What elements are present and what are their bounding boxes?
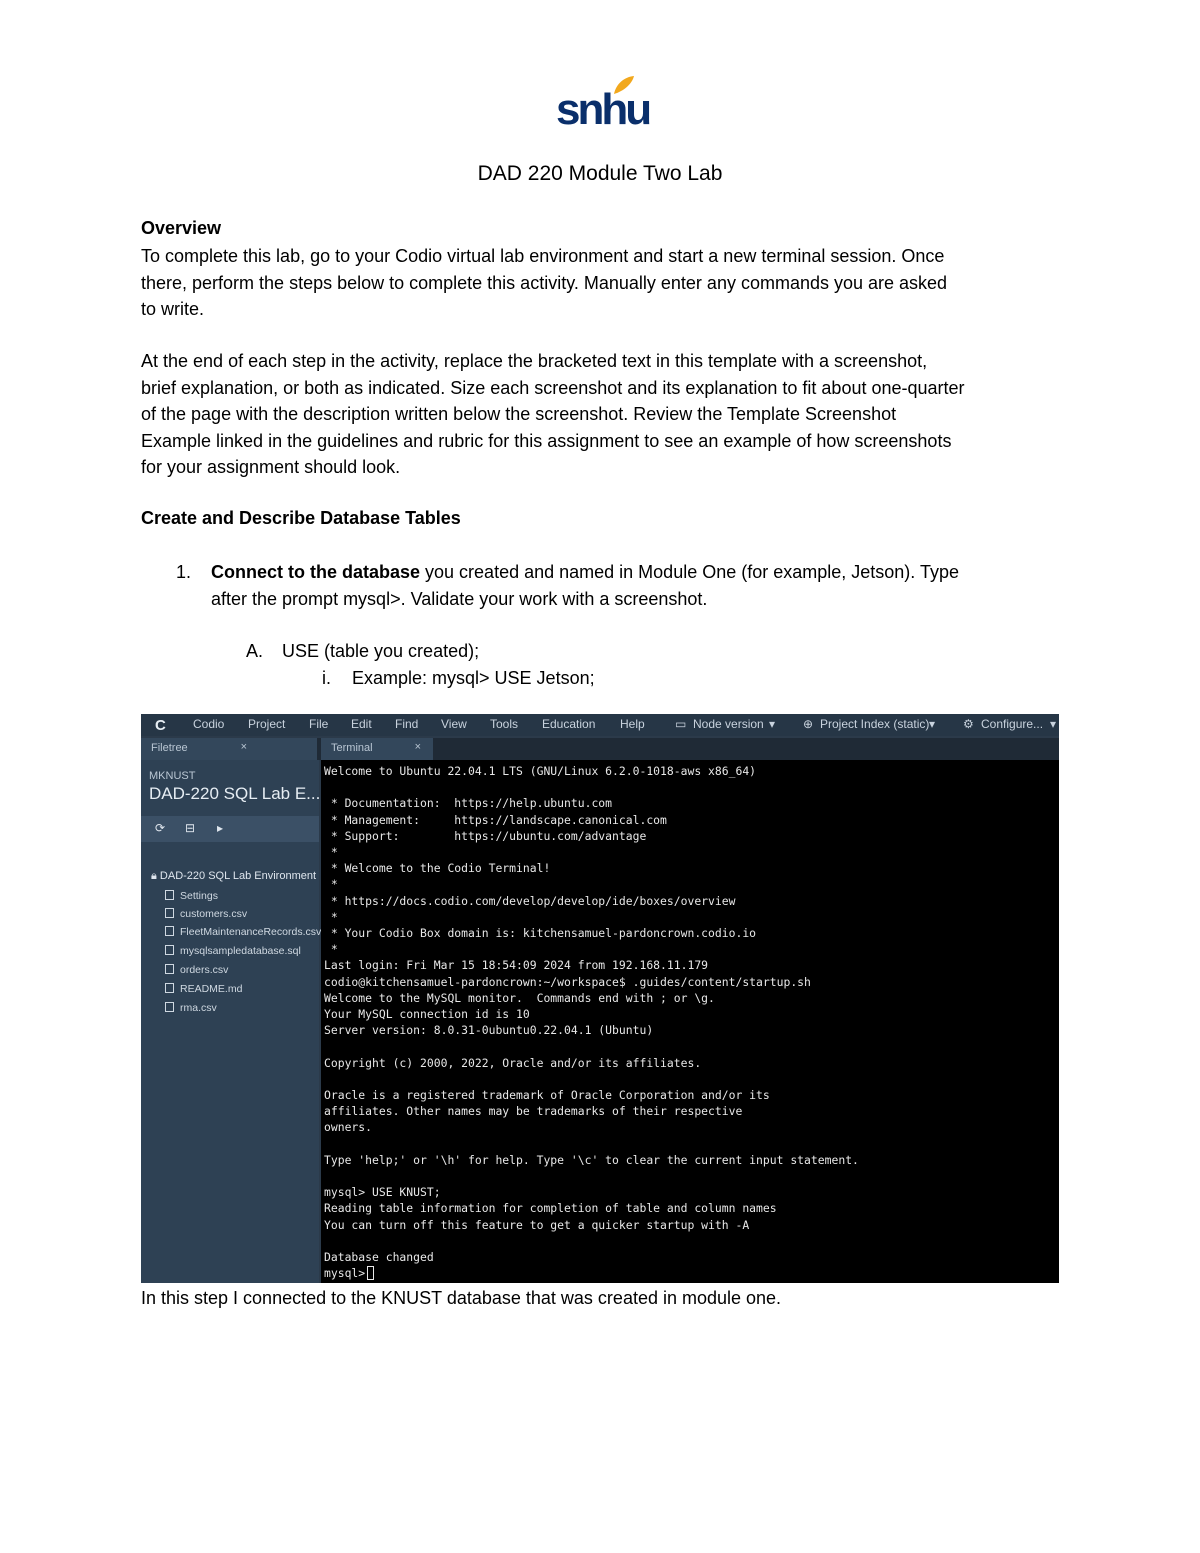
terminal-line: Welcome to Ubuntu 22.04.1 LTS (GNU/Linux 6.2.0-1018-aws x86_64) (324, 764, 757, 778)
step-1-line-2: after the prompt mysql>. Validate your work with a screenshot. (211, 588, 708, 609)
file-icon (165, 1002, 174, 1012)
terminal-line: affiliates. Other names may be trademarks of their respective (324, 1104, 743, 1119)
globe-icon: ⊕ (803, 717, 814, 731)
terminal-line: Type 'help;' or '\h' for help. Type '\c' to clear the current input statement. (324, 1152, 859, 1167)
menu-file[interactable]: File (309, 717, 329, 731)
terminal-line: * Welcome to the Codio Terminal! (324, 861, 551, 876)
tree-item-customers[interactable] (165, 908, 247, 920)
sub-a-marker: A. (246, 641, 264, 661)
monitor-icon: ▭ (675, 717, 687, 731)
project-index-menu[interactable]: Project Index (static) (820, 717, 930, 731)
terminal-cursor (367, 1266, 374, 1280)
overview-p2-line-5: for your assignment should look. (141, 457, 401, 477)
project-owner: MKNUST (149, 770, 196, 782)
terminal-line: You can turn off this feature to get a quicker startup with -A (324, 1217, 750, 1232)
step-1-line-1 (211, 559, 1061, 586)
tab-bar (141, 738, 1059, 760)
overview-p1-line-2: there, perform the steps below to complete this activity. Manually enter any commands you are asked (141, 272, 948, 293)
menu-edit[interactable]: Edit (351, 717, 372, 731)
terminal-line: * https://docs.codio.com/develop/develop/ide/boxes/overview (324, 893, 736, 908)
chevron-down-icon[interactable]: ▾ (929, 717, 936, 731)
chevron-down-icon[interactable]: ▾ (769, 717, 776, 731)
terminal-line: mysql> (324, 1265, 374, 1281)
close-icon[interactable]: × (240, 741, 247, 753)
menu-help[interactable]: Help (620, 717, 645, 731)
file-icon (165, 983, 174, 993)
terminal-line: * Support: https://ubuntu.com/advantage (324, 828, 647, 843)
sub-i-text: Example: mysql> USE Jetson; (352, 667, 595, 688)
menu-education[interactable]: Education (542, 717, 596, 731)
terminal-line: mysql> USE KNUST; (324, 1185, 441, 1200)
terminal-line: * (324, 942, 338, 957)
tree-item-mysqlsample[interactable] (165, 945, 301, 957)
file-icon (165, 926, 174, 936)
terminal-output[interactable] (321, 760, 1059, 1283)
file-icon (165, 964, 174, 974)
file-icon (165, 945, 174, 955)
terminal-line: Your MySQL connection id is 10 (324, 1007, 530, 1021)
step-1-rest: you created and named in Module One (for example, Jetson). Type (420, 562, 960, 582)
terminal-line: codio@kitchensamuel-pardoncrown:~/workspace$ .guides/content/startup.sh (324, 974, 811, 989)
menu-view[interactable]: View (441, 717, 467, 731)
overview-p2-line-2: brief explanation, or both as indicated. Size each screenshot and its explanation to fit about one-quarter (141, 377, 965, 398)
sub-i-marker: i. (322, 667, 331, 688)
terminal-line: * Your Codio Box domain is: kitchensamuel-pardoncrown.codio.io (324, 926, 757, 940)
terminal-line: * (324, 909, 338, 924)
tree-item-label: rma.csv (180, 1002, 217, 1014)
terminal-line: Database changed (324, 1250, 434, 1264)
gear-icon: ⚙ (963, 717, 974, 731)
menu-tools[interactable]: Tools (490, 717, 519, 731)
terminal-line: Welcome to the MySQL monitor. Commands end with ; or \g. (324, 990, 715, 1005)
menu-project[interactable]: Project (248, 717, 286, 731)
node-version-menu[interactable]: Node version (693, 717, 764, 731)
refresh-icon[interactable]: ⟳ (155, 821, 166, 835)
screenshot-caption: In this step I connected to the KNUST database that was created in module one. (141, 1288, 782, 1308)
step-1-bold: Connect to the database (211, 562, 421, 582)
codio-screenshot (141, 714, 1059, 1283)
terminal-line: * Documentation: https://help.ubuntu.com (324, 796, 613, 811)
tree-item-label: mysqlsampledatabase.sql (180, 945, 301, 957)
project-name[interactable]: DAD-220 SQL Lab E... (149, 784, 321, 803)
terminal-line: owners. (324, 1120, 373, 1135)
terminal-line: Reading table information for completion of table and column names (324, 1201, 777, 1216)
tree-item-label: Settings (180, 890, 218, 902)
tree-item-orders[interactable] (165, 964, 228, 976)
configure-menu[interactable]: Configure... (981, 717, 1044, 731)
document-title: DAD 220 Module Two Lab (477, 162, 723, 185)
overview-p1-line-1: To complete this lab, go to your Codio virtual lab environment and start a new terminal session. Once (141, 246, 945, 266)
tree-item-rma[interactable] (165, 1002, 217, 1014)
terminal-line: Copyright (c) 2000, 2022, Oracle and/or its affiliates. (324, 1055, 702, 1070)
section-heading: Create and Describe Database Tables (141, 508, 461, 528)
file-icon (165, 908, 174, 918)
tree-item-label: FleetMaintenanceRecords.csv (180, 926, 322, 938)
menu-codio[interactable]: Codio (193, 717, 225, 731)
tree-item-readme[interactable] (165, 983, 242, 995)
logo-text: snhu (556, 85, 650, 134)
file-sidebar (141, 760, 322, 1283)
menu-bar (141, 714, 1059, 736)
sub-a-text: USE (table you created); (282, 641, 480, 661)
overview-p2-line-1: At the end of each step in the activity, replace the bracketed text in this template with a screenshot, (141, 351, 928, 371)
overview-heading: Overview (141, 218, 222, 238)
overview-p1-line-3: to write. (141, 299, 205, 319)
tab-terminal[interactable] (321, 738, 433, 760)
chevron-down-icon[interactable]: ▾ (1050, 717, 1057, 731)
menu-find[interactable]: Find (395, 717, 419, 731)
tree-item-label: README.md (180, 983, 243, 995)
lock-icon: 🔒︎ (151, 870, 160, 882)
terminal-line: * (324, 877, 338, 892)
file-icon (165, 890, 174, 900)
close-icon[interactable]: × (414, 741, 421, 753)
sidebar-toolbar (141, 816, 319, 842)
tree-root-label: DAD-220 SQL Lab Environment (159, 870, 317, 882)
tree-item-fleet[interactable] (165, 926, 321, 938)
terminal-line: * (324, 845, 338, 859)
collapse-icon[interactable]: ⊟ (185, 821, 196, 835)
overview-p2-line-4: Example linked in the guidelines and rubric for this assignment to see an example of how screenshots (141, 430, 952, 451)
tree-root[interactable] (151, 870, 316, 883)
tab-filetree[interactable] (141, 738, 317, 760)
terminal-line: Oracle is a registered trademark of Oracle Corporation and/or its (324, 1088, 770, 1102)
play-icon[interactable]: ▸ (217, 821, 224, 835)
tab-filetree-label: Filetree (151, 742, 188, 754)
terminal-line: Last login: Fri Mar 15 18:54:09 2024 from 192.168.11.179 (324, 958, 709, 973)
step-1-marker: 1. (176, 562, 192, 582)
tree-item-label: orders.csv (180, 964, 229, 976)
snhu-logo (556, 74, 650, 134)
tree-item-label: customers.csv (180, 908, 248, 920)
terminal-line: Server version: 8.0.31-0ubuntu0.22.04.1 (Ubuntu) (324, 1023, 654, 1038)
tab-terminal-label: Terminal (331, 742, 373, 754)
terminal-line: * Management: https://landscape.canonical.com (324, 812, 667, 827)
overview-p2-line-3: of the page with the description written below the screenshot. Review the Template Screenshot (141, 404, 897, 424)
codio-logo-icon: C (155, 717, 166, 734)
tree-item-settings[interactable] (165, 890, 218, 902)
